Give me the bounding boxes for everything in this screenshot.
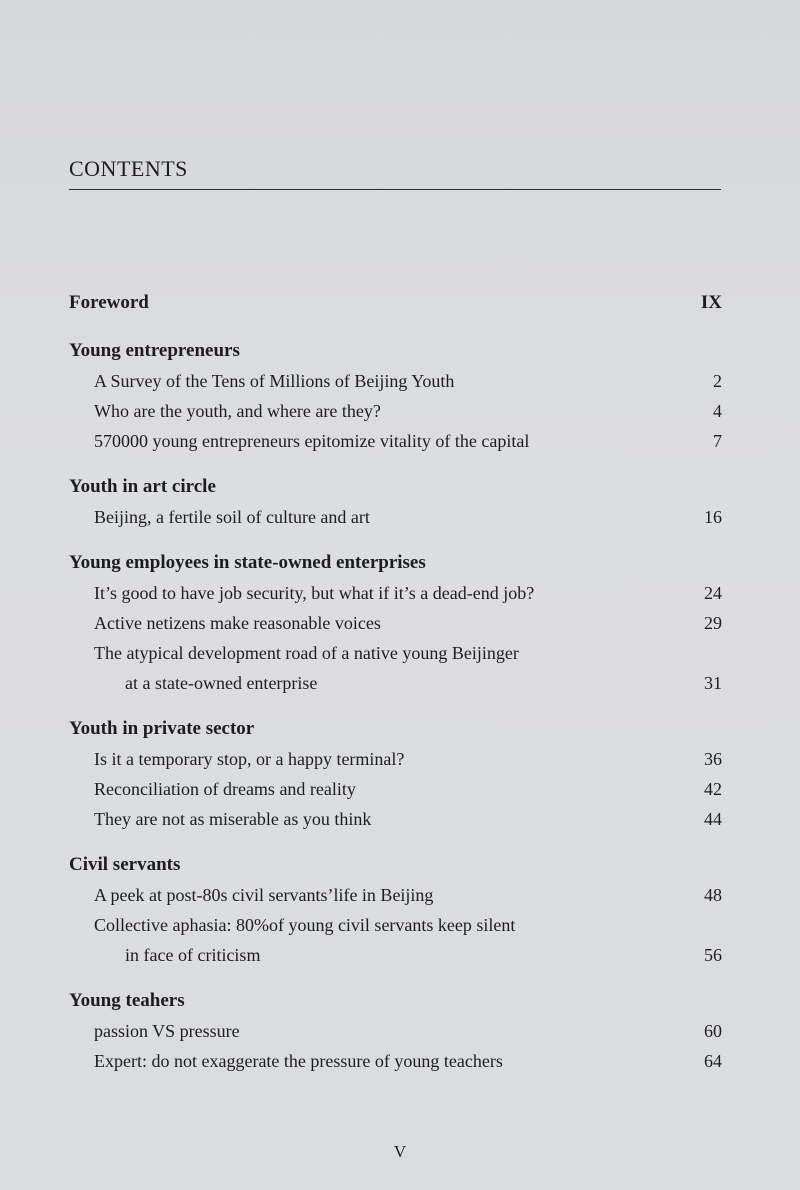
toc-entry-page: 64 xyxy=(704,1051,722,1071)
toc-entry-page: 31 xyxy=(704,673,722,693)
toc-section-heading-text: Young employees in state-owned enterprises xyxy=(69,552,426,573)
table-of-contents xyxy=(69,288,722,1076)
toc-entry xyxy=(69,774,722,804)
toc-entry-page: 42 xyxy=(704,779,722,799)
toc-foreword-page: IX xyxy=(700,292,722,313)
contents-heading: CONTENTS xyxy=(69,156,188,181)
toc-section-heading xyxy=(69,548,722,578)
toc-entry-page: 36 xyxy=(704,749,722,769)
toc-entry-text: in face of criticism xyxy=(125,945,261,965)
toc-foreword-title: Foreword xyxy=(69,292,149,313)
toc-entry-text: Beijing, a fertile soil of culture and art xyxy=(94,507,370,527)
toc-section-heading-text: Youth in private sector xyxy=(69,718,255,739)
page-number: V xyxy=(393,1142,407,1161)
toc-section-heading xyxy=(69,336,722,366)
toc-section-heading-text: Youth in art circle xyxy=(69,476,216,497)
toc-section-heading-text: Young entrepreneurs xyxy=(69,340,240,361)
toc-entry-page: 56 xyxy=(704,945,722,965)
toc-entry-page: 4 xyxy=(713,401,722,421)
toc-entry-text: It’s good to have job security, but what if it’s a dead-end job? xyxy=(94,583,535,603)
toc-entry-text: at a state-owned enterprise xyxy=(125,673,318,693)
toc-entry-text: The atypical development road of a native young Beijinger xyxy=(94,643,519,663)
toc-entry-text: 570000 young entrepreneurs epitomize vitality of the capital xyxy=(94,431,530,451)
toc-entry xyxy=(69,366,722,396)
toc-entry xyxy=(69,578,722,608)
toc-entry-text: passion VS pressure xyxy=(94,1021,240,1041)
toc-entry xyxy=(69,1046,722,1076)
toc-entry xyxy=(69,940,722,970)
toc-entry xyxy=(69,804,722,834)
toc-entry-text: Active netizens make reasonable voices xyxy=(94,613,381,633)
toc-entry-page: 2 xyxy=(713,371,722,391)
toc-entry-text: Expert: do not exaggerate the pressure of young teachers xyxy=(94,1051,503,1071)
toc-section-heading xyxy=(69,472,722,502)
toc-foreword-row xyxy=(69,288,722,318)
toc-entry xyxy=(69,396,722,426)
toc-section-heading xyxy=(69,850,722,880)
toc-entry-page: 29 xyxy=(704,613,722,633)
toc-entry-page: 44 xyxy=(704,809,722,829)
toc-entry xyxy=(69,502,722,532)
toc-entry-page: 16 xyxy=(704,507,722,527)
toc-entry xyxy=(69,638,722,668)
toc-entry xyxy=(69,744,722,774)
toc-entry xyxy=(69,426,722,456)
heading-rule xyxy=(69,189,721,190)
toc-entry-text: Collective aphasia: 80%of young civil servants keep silent xyxy=(94,915,516,935)
toc-entry-page: 60 xyxy=(704,1021,722,1041)
toc-entry xyxy=(69,668,722,698)
toc-entry xyxy=(69,608,722,638)
toc-entry-text: Who are the youth, and where are they? xyxy=(94,401,381,421)
toc-entry-page: 48 xyxy=(704,885,722,905)
toc-entry-text: They are not as miserable as you think xyxy=(94,809,372,829)
toc-section-heading xyxy=(69,986,722,1016)
toc-entry-text: A Survey of the Tens of Millions of Beijing Youth xyxy=(94,371,455,391)
toc-entry-text: Is it a temporary stop, or a happy terminal? xyxy=(94,749,405,769)
toc-section-heading-text: Civil servants xyxy=(69,854,181,875)
toc-entry xyxy=(69,910,722,940)
toc-entry xyxy=(69,1016,722,1046)
toc-entry-text: Reconciliation of dreams and reality xyxy=(94,779,356,799)
toc-section-heading xyxy=(69,714,722,744)
toc-entry-page: 24 xyxy=(704,583,722,603)
toc-section-heading-text: Young teahers xyxy=(69,990,185,1011)
toc-entry xyxy=(69,880,722,910)
toc-entry-text: A peek at post-80s civil servants’life in Beijing xyxy=(94,885,434,905)
toc-entry-page: 7 xyxy=(713,431,722,451)
